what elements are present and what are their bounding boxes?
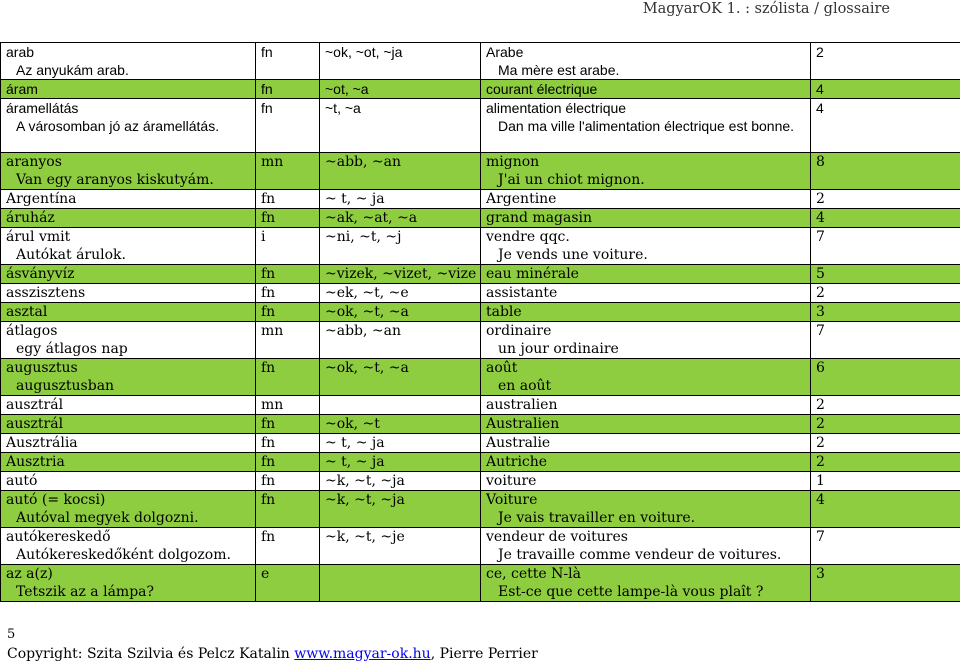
word-forms-text: ~ok, ~t [325,416,380,432]
french-translation-text: grand magasin [486,210,593,226]
website-link[interactable]: www.magyar-ok.hu [294,646,431,662]
table-row [1,491,960,528]
french-translation-example: Je travaille comme vendeur de voitures. [498,547,782,563]
part-of-speech [256,209,320,228]
hungarian-term-example: Van egy aranyos kiskutyám. [16,172,214,188]
table-row [1,265,960,284]
part-of-speech [256,472,320,491]
hungarian-term-example: augusztusban [16,378,115,394]
word-forms [320,491,481,528]
french-translation-example: Je vais travailler en voiture. [498,510,696,526]
table-row [1,228,960,265]
french-translation [481,396,811,415]
hungarian-term-text: augusztus [6,360,78,376]
part-of-speech [256,396,320,415]
part-of-speech-text: fn [261,454,276,470]
table-row [1,284,960,303]
french-translation-text: assistante [486,285,558,301]
part-of-speech-text: fn [261,492,276,508]
part-of-speech [256,359,320,396]
french-translation [481,265,811,284]
chapter-number-text: 8 [816,154,825,170]
word-forms [320,209,481,228]
table-row [1,153,960,190]
chapter-number [811,43,960,80]
part-of-speech [256,434,320,453]
hungarian-term-text: az a(z) [6,566,53,582]
french-translation [481,80,811,99]
hungarian-term-text: ásványvíz [6,266,75,282]
table-row [1,322,960,359]
chapter-number-text: 2 [816,191,825,207]
french-translation-text: voiture [486,473,537,489]
french-translation [481,322,811,359]
hungarian-term-text: áruház [6,210,55,226]
word-forms-text: ~ak, ~at, ~a [325,210,418,226]
part-of-speech [256,153,320,190]
chapter-number-text: 5 [816,266,825,282]
hungarian-term-example: A városomban jó az áramellátás. [16,118,220,134]
hungarian-term [1,472,256,491]
chapter-number [811,396,960,415]
word-forms [320,43,481,80]
french-translation [481,453,811,472]
french-translation [481,415,811,434]
part-of-speech [256,415,320,434]
hungarian-term [1,359,256,396]
part-of-speech-text: fn [261,100,273,116]
french-translation-text: ordinaire [486,323,552,339]
chapter-number-text: 3 [816,566,825,582]
word-forms-text: ~vizek, ~vizet, ~vize [325,266,477,282]
hungarian-term-example: Az anyukám arab. [16,62,129,78]
table-row [1,43,960,80]
word-forms-text: ~ok, ~t, ~a [325,360,409,376]
word-forms-text: ~abb, ~an [325,323,401,339]
hungarian-term-example: Autóval megyek dolgozni. [16,510,199,526]
chapter-number-text: 2 [816,435,825,451]
chapter-number-text: 2 [816,285,825,301]
chapter-number-text: 7 [816,529,825,545]
hungarian-term [1,99,256,153]
french-translation-example: Est-ce que cette lampe-là vous plaît ? [498,584,764,600]
hungarian-term-text: autó (= kocsi) [6,492,106,508]
word-forms [320,153,481,190]
chapter-number [811,528,960,565]
chapter-number-text: 4 [816,81,824,97]
part-of-speech [256,303,320,322]
french-translation [481,284,811,303]
chapter-number-text: 2 [816,454,825,470]
word-forms-text: ~ok, ~ot, ~ja [325,44,403,60]
word-forms-text: ~k, ~t, ~je [325,529,405,545]
french-translation-text: Autriche [486,454,548,470]
word-forms [320,396,481,415]
chapter-number [811,303,960,322]
word-forms [320,284,481,303]
hungarian-term [1,453,256,472]
hungarian-term [1,491,256,528]
part-of-speech-text: fn [261,81,273,97]
hungarian-term [1,284,256,303]
word-forms [320,190,481,209]
word-forms [320,528,481,565]
footer-text: Copyright: Szita Szilvia és Pelcz Katalin [7,646,295,662]
table-row [1,434,960,453]
chapter-number [811,209,960,228]
word-forms-text: ~ot, ~a [325,81,369,97]
part-of-speech-text: fn [261,44,273,60]
hungarian-term [1,528,256,565]
table-row [1,99,960,153]
part-of-speech [256,80,320,99]
chapter-number [811,228,960,265]
chapter-number [811,434,960,453]
french-translation [481,153,811,190]
hungarian-term-text: asszisztens [6,285,86,301]
table-row [1,396,960,415]
chapter-number [811,322,960,359]
french-translation-text: Australien [486,416,560,432]
french-translation-text: eau minérale [486,266,579,282]
part-of-speech [256,528,320,565]
word-forms [320,322,481,359]
copyright-footer [7,646,538,662]
part-of-speech [256,43,320,80]
table-row [1,303,960,322]
hungarian-term-text: aranyos [6,154,62,170]
hungarian-term [1,303,256,322]
hungarian-term-text: autó [6,473,38,489]
french-translation [481,303,811,322]
hungarian-term-example: Autókat árulok. [16,247,126,263]
hungarian-term-text: átlagos [6,323,58,339]
part-of-speech-text: fn [261,435,276,451]
word-forms-text: ~k, ~t, ~ja [325,492,405,508]
word-forms [320,303,481,322]
part-of-speech [256,565,320,602]
word-forms [320,359,481,396]
chapter-number [811,565,960,602]
word-forms-text: ~ok, ~t, ~a [325,304,409,320]
word-forms-text: ~ t, ~ ja [325,454,385,470]
part-of-speech-text: mn [261,397,284,413]
chapter-number-text: 4 [816,100,824,116]
french-translation-text: Arabe [486,44,524,60]
french-translation-text: table [486,304,522,320]
table-row [1,472,960,491]
french-translation [481,565,811,602]
french-translation [481,359,811,396]
french-translation-text: Australie [486,435,551,451]
french-translation [481,43,811,80]
chapter-number-text: 4 [816,492,825,508]
word-forms [320,80,481,99]
part-of-speech-text: e [261,566,270,582]
hungarian-term [1,565,256,602]
hungarian-term-text: asztal [6,304,48,320]
word-forms-text: ~k, ~t, ~ja [325,473,405,489]
french-translation-example: Dan ma ville l'alimentation électrique est bonne. [498,118,795,134]
french-translation-text: Voiture [486,492,538,508]
hungarian-term [1,265,256,284]
word-forms-text: ~ t, ~ ja [325,191,385,207]
hungarian-term-example: Tetszik az a lámpa? [16,584,155,600]
hungarian-term-text: autókereskedő [6,529,111,545]
french-translation-text: ce, cette N-là [486,566,581,582]
french-translation-example: un jour ordinaire [498,341,619,357]
french-translation [481,209,811,228]
chapter-number-text: 1 [816,473,825,489]
hungarian-term-text: árul vmit [6,229,71,245]
chapter-number [811,80,960,99]
table-row [1,209,960,228]
hungarian-term-text: arab [6,44,35,60]
word-forms-text: ~t, ~a [325,100,361,116]
french-translation-example: J'ai un chiot mignon. [498,172,645,188]
chapter-number [811,99,960,153]
word-forms [320,99,481,153]
chapter-number [811,453,960,472]
page-header: MagyarOK 1. : szólista / glossaire [642,1,890,17]
french-translation [481,491,811,528]
french-translation-example: Je vends une voiture. [498,247,648,263]
part-of-speech [256,491,320,528]
hungarian-term [1,190,256,209]
chapter-number [811,491,960,528]
french-translation-example: Ma mère est arabe. [498,62,620,78]
part-of-speech [256,190,320,209]
chapter-number-text: 6 [816,360,825,376]
french-translation [481,528,811,565]
french-translation-text: Argentine [486,191,557,207]
part-of-speech-text: mn [261,323,284,339]
word-forms [320,472,481,491]
table-row [1,528,960,565]
word-forms [320,565,481,602]
table-row [1,453,960,472]
part-of-speech [256,99,320,153]
french-translation-text: alimentation électrique [486,100,627,116]
french-translation [481,190,811,209]
french-translation-text: australien [486,397,558,413]
glossary-table [0,42,960,602]
part-of-speech-text: fn [261,360,276,376]
hungarian-term-text: Ausztrália [6,435,78,451]
french-translation-text: courant électrique [486,81,598,97]
chapter-number [811,153,960,190]
french-translation-example: en août [498,378,552,394]
french-translation-text: mignon [486,154,540,170]
hungarian-term-example: Autókereskedőként dolgozom. [16,547,231,563]
chapter-number-text: 7 [816,229,825,245]
part-of-speech-text: fn [261,266,276,282]
hungarian-term-text: ausztrál [6,416,64,432]
chapter-number [811,359,960,396]
part-of-speech [256,322,320,359]
chapter-number [811,472,960,491]
table-row [1,190,960,209]
french-translation [481,472,811,491]
french-translation-text: vendre qqc. [486,229,570,245]
table-row [1,415,960,434]
hungarian-term-text: Argentína [6,191,77,207]
chapter-number-text: 7 [816,323,825,339]
hungarian-term [1,322,256,359]
table-row [1,80,960,99]
chapter-number [811,284,960,303]
chapter-number [811,415,960,434]
part-of-speech-text: fn [261,473,276,489]
part-of-speech-text: fn [261,191,276,207]
word-forms [320,265,481,284]
chapter-number [811,190,960,209]
part-of-speech [256,228,320,265]
chapter-number-text: 2 [816,416,825,432]
part-of-speech-text: mn [261,154,284,170]
french-translation [481,228,811,265]
french-translation [481,434,811,453]
word-forms [320,228,481,265]
hungarian-term-text: áram [6,81,38,97]
table-row [1,359,960,396]
hungarian-term [1,80,256,99]
hungarian-term [1,153,256,190]
hungarian-term [1,415,256,434]
word-forms-text: ~abb, ~an [325,154,401,170]
word-forms [320,453,481,472]
chapter-number-text: 2 [816,397,825,413]
part-of-speech-text: fn [261,416,276,432]
part-of-speech [256,284,320,303]
part-of-speech-text: fn [261,210,276,226]
chapter-number-text: 3 [816,304,825,320]
chapter-number-text: 2 [816,44,824,60]
hungarian-term [1,209,256,228]
word-forms [320,434,481,453]
table-row [1,565,960,602]
french-translation-text: vendeur de voitures [486,529,628,545]
word-forms-text: ~ t, ~ ja [325,435,385,451]
part-of-speech-text: fn [261,304,276,320]
hungarian-term [1,228,256,265]
page-number: 5 [7,627,16,642]
french-translation-text: août [486,360,518,376]
chapter-number [811,265,960,284]
chapter-number-text: 4 [816,210,825,226]
part-of-speech-text: i [261,229,266,245]
part-of-speech [256,453,320,472]
footer-author: , Pierre Perrier [430,646,538,662]
part-of-speech-text: fn [261,529,276,545]
part-of-speech-text: fn [261,285,276,301]
hungarian-term-example: egy átlagos nap [16,341,128,357]
hungarian-term-text: áramellátás [6,100,79,116]
word-forms [320,415,481,434]
word-forms-text: ~ek, ~t, ~e [325,285,409,301]
word-forms-text: ~ni, ~t, ~j [325,229,402,245]
hungarian-term [1,434,256,453]
hungarian-term [1,396,256,415]
hungarian-term [1,43,256,80]
french-translation [481,99,811,153]
hungarian-term-text: ausztrál [6,397,64,413]
part-of-speech [256,265,320,284]
hungarian-term-text: Ausztria [6,454,65,470]
